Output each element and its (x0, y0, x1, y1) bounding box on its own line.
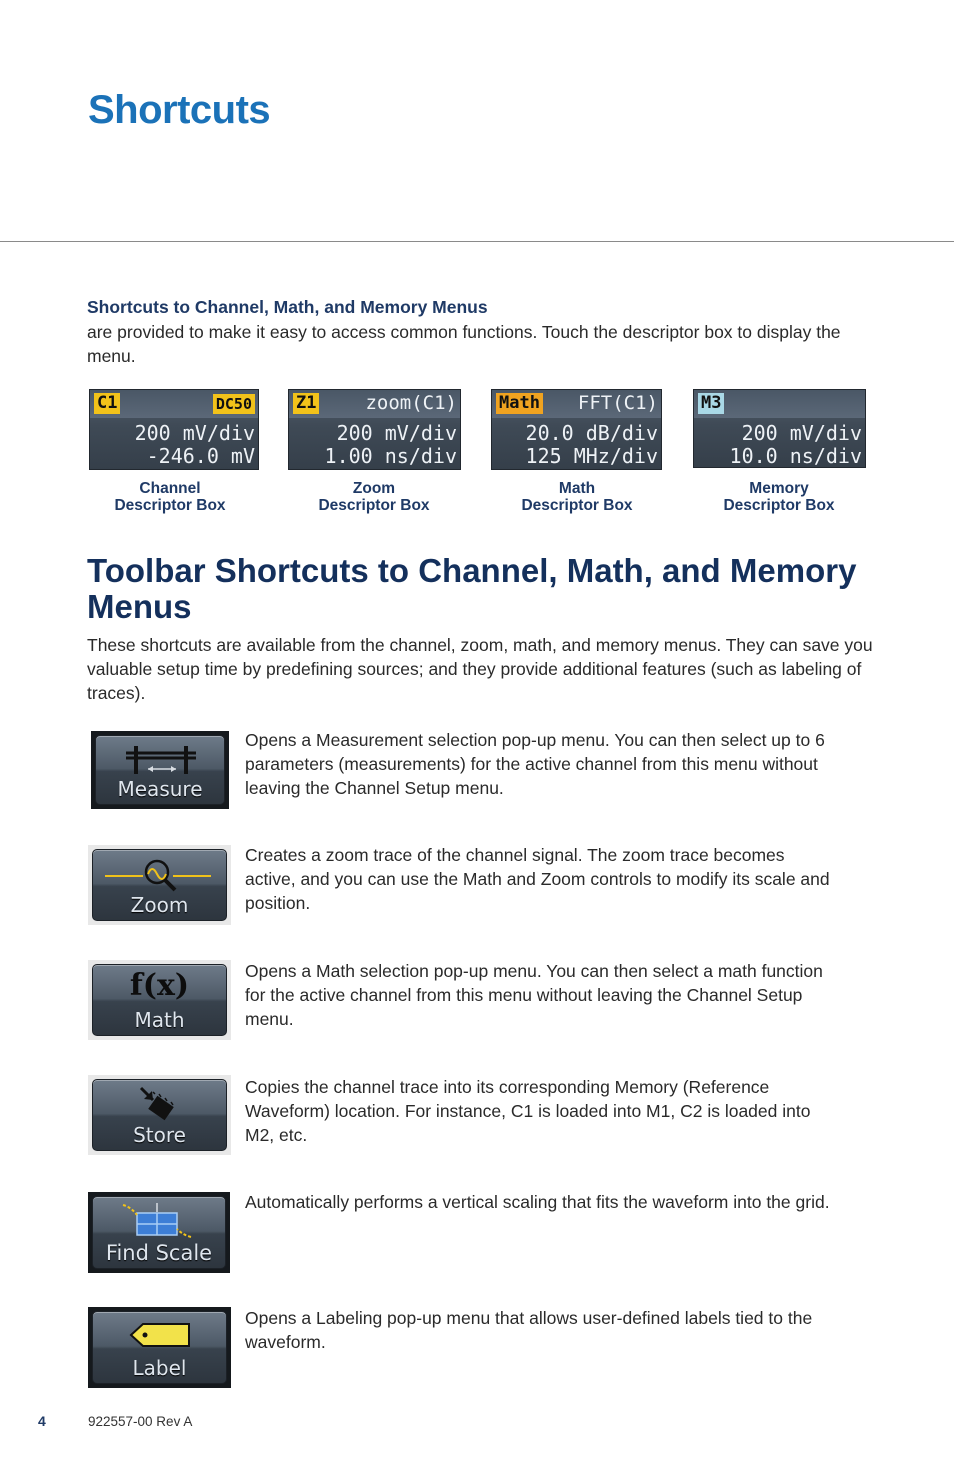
store-button-frame (88, 1075, 231, 1155)
math-descriptor-box[interactable] (491, 389, 662, 470)
store-description: Copies the channel trace into its corresponding Memory (Reference Waveform) location. For instance, C1 is loaded into M1, C2 is loaded into M2, etc. (245, 1077, 811, 1145)
intro-body: are provided to make it easy to access common functions. Touch the descriptor box to display the menu. (87, 322, 841, 366)
memory-descriptor-box[interactable] (693, 389, 866, 468)
find-scale-button-frame (88, 1192, 230, 1273)
descriptor-line-2: 200 mV/div (741, 421, 862, 445)
memory-descriptor-caption (679, 480, 879, 514)
function-icon: f(x) (129, 968, 190, 1003)
zoom-magnifier-icon (93, 854, 226, 892)
caption-line-1: Channel (139, 480, 201, 497)
measure-button[interactable] (95, 735, 225, 805)
caption-line-2: Descriptor Box (114, 497, 226, 514)
caption-line-2: Descriptor Box (723, 497, 835, 514)
math-description: Opens a Math selection pop-up menu. You can then select a math function for the active channel from this menu without leaving the Channel Setup menu. (245, 961, 823, 1029)
button-label: Label (132, 1356, 187, 1380)
channel-descriptor-box[interactable] (89, 389, 259, 470)
descriptor-source: zoom(C1) (365, 392, 457, 414)
label-button-frame (88, 1307, 231, 1388)
zoom-description: Creates a zoom trace of the channel signal. The zoom trace becomes active, and you can use the Math and Zoom controls to modify its scale and position. (245, 845, 830, 913)
descriptor-line-2: 20.0 dB/div (525, 421, 658, 445)
button-label: Zoom (130, 893, 189, 917)
caption-line-2: Descriptor Box (318, 497, 430, 514)
caption-line-1: Memory (749, 480, 809, 497)
measure-button-frame (91, 731, 229, 809)
caption-line-1: Zoom (352, 480, 396, 497)
button-label: Measure (117, 777, 203, 801)
math-button[interactable] (92, 964, 227, 1036)
page-number: 4 (38, 1413, 46, 1429)
label-description: Opens a Labeling pop-up menu that allows user-defined labels tied to the waveform. (245, 1308, 813, 1352)
descriptor-line-3: 1.00 ns/div (324, 444, 457, 468)
descriptor-tag: Z1 (293, 393, 319, 414)
store-chip-icon (93, 1084, 226, 1122)
zoom-descriptor-caption (274, 480, 474, 514)
descriptor-line-2: 200 mV/div (336, 421, 457, 445)
zoom-button[interactable] (92, 849, 227, 921)
zoom-descriptor-box[interactable] (288, 389, 461, 470)
descriptor-tag: M3 (698, 393, 724, 414)
descriptor-line-3: 10.0 ns/div (729, 444, 862, 468)
math-descriptor-caption (477, 480, 677, 514)
channel-descriptor-caption (70, 480, 270, 514)
label-button[interactable] (92, 1311, 227, 1384)
descriptor-line-3: -246.0 mV (146, 444, 255, 468)
section-heading: Toolbar Shortcuts to Channel, Math, and Memory Menus (87, 552, 857, 625)
zoom-button-frame (88, 845, 231, 925)
button-label: Math (134, 1008, 185, 1032)
find-scale-icon (93, 1201, 225, 1239)
intro-heading: Shortcuts to Channel, Math, and Memory Menus (87, 297, 488, 317)
button-label: Store (133, 1123, 186, 1147)
find-scale-description: Automatically performs a vertical scaling that fits the waveform into the grid. (245, 1192, 830, 1212)
descriptor-tag: C1 (94, 393, 120, 414)
label-tag-icon (93, 1316, 227, 1354)
find-scale-button[interactable] (92, 1196, 226, 1269)
caption-line-2: Descriptor Box (521, 497, 633, 514)
descriptor-line-2: 200 mV/div (134, 421, 255, 445)
math-button-frame (88, 960, 231, 1040)
header-divider (0, 241, 954, 242)
page-title: Shortcuts (88, 88, 271, 132)
caption-line-1: Math (558, 480, 596, 497)
measure-description: Opens a Measurement selection pop-up menu. You can then select up to 6 parameters (measurements) for the active channel from this menu without leaving the Channel Setup menu. (245, 730, 825, 798)
document-id: 922557-00 Rev A (88, 1414, 193, 1429)
section-body: These shortcuts are available from the channel, zoom, math, and memory menus. They can save you valuable setup time by predefining sources; and they provide additional features (such as labeling of traces). (87, 635, 873, 703)
descriptor-source: FFT(C1) (577, 392, 658, 414)
store-button[interactable] (92, 1079, 227, 1151)
coupling-badge: DC50 (213, 394, 255, 414)
measure-cursor-icon (96, 740, 225, 778)
descriptor-line-3: 125 MHz/div (525, 444, 658, 468)
descriptor-tag: Math (496, 393, 543, 414)
button-label: Find Scale (105, 1241, 213, 1265)
